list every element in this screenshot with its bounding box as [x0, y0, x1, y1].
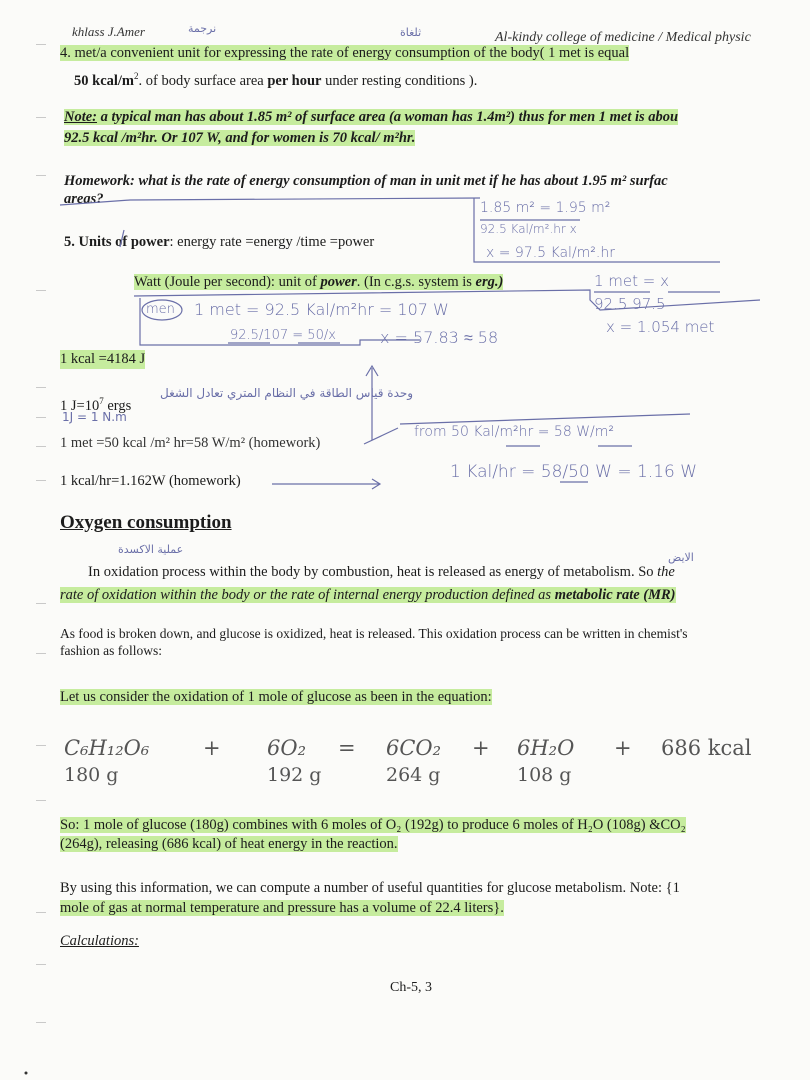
- eq-mass-water: 108 g: [517, 764, 572, 786]
- eq-plus1: +: [203, 736, 221, 760]
- so-para-line2: (264g), releasing (686 kcal) of heat energy in the reaction.: [60, 836, 398, 852]
- unit-joule: 1 $J=10^7$ ergs: [60, 396, 132, 414]
- hw-solution-row3: x = 97.5 Kal/m².hr: [486, 245, 615, 261]
- from-calc-row2: 1 Kal/hr = 58/50 W = 1.16 W: [450, 462, 698, 482]
- hw-solution-row2: 92.5 Kal/m².hr x: [480, 222, 577, 236]
- unit-met: 1 met =50 kcal /m² hr=58 W/m² (homework): [60, 435, 321, 451]
- author-handwritten-note: نرجمة: [188, 22, 217, 35]
- oxygen-heading: Oxygen consumption: [60, 512, 232, 533]
- men-result: x = 57.83 ≈ 58: [380, 328, 499, 347]
- eq-co2: 6CO₂: [386, 736, 442, 760]
- section4-line1: 4. met/a convenient unit for expressing the rate of energy consumption of the body( 1 met is equal: [60, 45, 630, 61]
- unit-kcal-hr: 1 kcal/hr=1.162W (homework): [60, 473, 241, 489]
- eq-mass-glucose: 180 g: [64, 764, 119, 786]
- homework-line2: areas?: [64, 191, 104, 207]
- author-name: khlass J.Amer: [72, 24, 145, 39]
- men-fraction: 92.5/107 = 50/x: [230, 328, 336, 343]
- oxygen-arabic-note2: الايض: [668, 551, 694, 564]
- eq-equals: =: [338, 736, 356, 760]
- eq-mass-co2: 264 g: [386, 764, 441, 786]
- unit-kcal: 1 kcal =4184 J: [60, 351, 146, 367]
- oxygen-para2-line1: As food is broken down, and glucose is oxidized, heat is released. This oxidation process can be written in chemist's: [60, 626, 688, 641]
- section4-line2: 50 kcal/$m^2$. of body surface area per hour under resting conditions ).: [74, 71, 478, 89]
- note-line1: Note: a typical man has about 1.85 m² of surface area (a woman has 1.4m²) thus for men 1 met is abou: [64, 109, 679, 125]
- oxygen-para3: Let us consider the oxidation of 1 mole of glucose as been in the equation:: [60, 689, 492, 705]
- homework-line1: Homework: what is the rate of energy consumption of man in unit met if he has about 1.95 m² surfac: [64, 173, 668, 189]
- hw-solution-row6: x = 1.054 met: [606, 318, 715, 336]
- men-tag: men: [146, 302, 175, 317]
- eq-glucose: C₆H₁₂O₆: [64, 736, 150, 760]
- oxygen-para2-line2: fashion as follows:: [60, 643, 162, 658]
- eq-mass-oxygen: 192 g: [267, 764, 322, 786]
- eq-plus3: +: [614, 736, 632, 760]
- so-para-line1: So: 1 mole of glucose (180g) combines with 6 moles of O₂ (192g) to produce 6 moles of H₂O (108g) &CO₂: [60, 817, 686, 833]
- note-line2: 92.5 kcal /m²hr. Or 107 W, and for women is 70 kcal/ m²hr.: [64, 130, 416, 146]
- watt-line: Watt (Joule per second): unit of power. (In c.g.s. system is erg.): [134, 274, 504, 290]
- college-name: Al-kindy college of medicine / Medical physic: [495, 30, 751, 45]
- hw-solution-row4: 1 met = x: [594, 272, 670, 290]
- using-para-line2: mole of gas at normal temperature and pressure has a volume of 22.4 liters}.: [60, 900, 504, 916]
- oxygen-para1-line2: rate of oxidation within the body or the rate of internal energy production defined as metabolic rate (MR): [60, 587, 676, 603]
- hw-solution-row1: 1.85 m² = 1.95 m²: [480, 200, 611, 216]
- hw-solution-row5: 92.5 97.5: [594, 295, 666, 313]
- unit-arabic-note: وحدة قياس الطاقة في النظام المتري تعادل الشغل: [160, 386, 414, 400]
- eq-plus2: +: [472, 736, 490, 760]
- eq-energy: 686 kcal: [661, 736, 752, 760]
- men-eq1: 1 met = 92.5 Kal/m²hr = 107 W: [194, 300, 449, 319]
- college-handwritten-note: ثلغاة: [400, 26, 422, 39]
- using-para-line1: By using this information, we can compute a number of useful quantities for glucose metabolism. Note: {1: [60, 880, 680, 896]
- page-footer: Ch-5, 3: [390, 980, 432, 995]
- eq-water: 6H₂O: [517, 736, 575, 760]
- calculations-heading: Calculations:: [60, 933, 139, 949]
- unit-joule-hand: 1J = 1 N.m: [62, 410, 127, 424]
- from-calc-row1: from 50 Kal/m²hr = 58 W/m²: [414, 424, 614, 440]
- eq-oxygen: 6O₂: [267, 736, 306, 760]
- oxygen-arabic-note1: عملية الاكسدة: [118, 543, 184, 556]
- oxygen-para1-line1: In oxidation process within the body by combustion, heat is released as energy of metabolism. So the: [88, 564, 675, 580]
- section5-heading: 5. Units of power: energy rate =energy /time =power: [64, 234, 375, 250]
